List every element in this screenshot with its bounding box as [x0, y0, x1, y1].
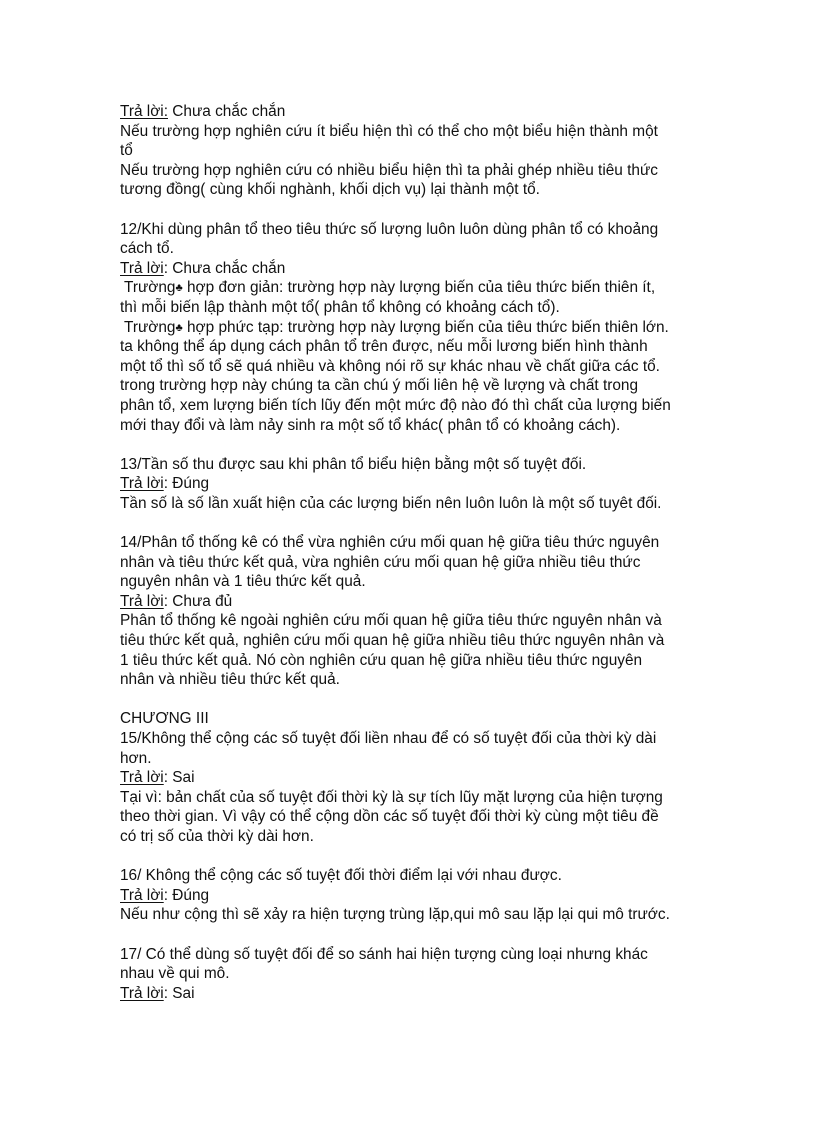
text-line — [120, 964, 720, 984]
line-text: nguyên nhân và 1 tiêu thức kết quả. — [120, 573, 366, 591]
text-line — [120, 141, 720, 161]
line-text: tiêu thức kết quả, nghiên cứu mối quan hệ giữa nhiều tiêu thức nguyên nhân và — [120, 632, 665, 650]
line-text: nhân và tiêu thức kết quả, vừa nghiên cứu mối quan hệ giữa nhiều tiêu thức — [120, 553, 641, 571]
paragraph-gap — [120, 690, 720, 710]
answer-label: Trả lời — [120, 769, 164, 787]
text-line — [120, 572, 720, 592]
line-text: : Sai — [163, 769, 195, 787]
line-text: 17/ Có thể dùng số tuyệt đối để so sánh hai hiện tượng cùng loại nhưng khác — [120, 945, 648, 963]
text-line — [120, 866, 720, 886]
text-line — [120, 376, 720, 396]
line-text: Nếu như cộng thì sẽ xảy ra hiện tượng trùng lặp,qui mô sau lặp lại qui mô trước. — [120, 906, 670, 924]
text-line — [120, 180, 720, 200]
text-line — [120, 709, 720, 729]
line-text: : Đúng — [163, 886, 210, 904]
text-line — [120, 239, 720, 259]
line-text: theo thời gian. Vì vậy có thể cộng dồn các số tuyệt đối thời kỳ cùng một tiêu đề — [120, 808, 659, 826]
paragraph-gap — [120, 513, 720, 533]
paragraph-gap — [120, 200, 720, 220]
paragraph-gap — [120, 435, 720, 455]
line-text: 16/ Không thể cộng các số tuyệt đối thời điểm lại với nhau được. — [120, 867, 562, 885]
answer-label: Trả lời — [120, 475, 164, 493]
text-line — [120, 220, 720, 240]
text-line — [120, 553, 720, 573]
text-line — [120, 416, 720, 436]
line-text: Nếu trường hợp nghiên cứu ít biểu hiện thì có thể cho một biểu hiện thành một — [120, 122, 658, 140]
text-line — [120, 298, 720, 318]
text-line — [120, 631, 720, 651]
line-text: Tần số là số lần xuất hiện của các lượng biến nên luôn luôn là một số tuyêt đối. — [120, 494, 662, 512]
text-line — [120, 670, 720, 690]
line-text: CHƯƠNG III — [120, 710, 209, 728]
line-text: cách tổ. — [120, 240, 174, 258]
line-text: 12/Khi dùng phân tổ theo tiêu thức số lượng luôn luôn dùng phân tổ có khoảng — [120, 220, 659, 238]
line-text: Nếu trường hợp nghiên cứu có nhiều biểu hiện thì ta phải ghép nhiều tiêu thức — [120, 161, 658, 179]
line-text: : Chưa chắc chắn — [163, 259, 286, 277]
line-text: 1 tiêu thức kết quả. Nó còn nghiên cứu quan hệ giữa nhiều tiêu thức nguyên — [120, 651, 643, 669]
line-prefix: Trường — [124, 318, 176, 336]
club-bullet-icon: ♣ — [175, 282, 183, 295]
answer-label: Trả lời — [120, 592, 164, 610]
line-text: hơn. — [120, 749, 152, 767]
text-line — [120, 768, 720, 788]
answer-label: Trả lời — [120, 259, 164, 277]
text-line — [120, 592, 720, 612]
answer-label: Trả lời — [120, 886, 164, 904]
line-text: mới thay đổi và làm nảy sinh ra một số tổ khác( phân tổ có khoảng cách). — [120, 416, 621, 434]
text-line — [120, 161, 720, 181]
line-text: hợp đơn giản: trường hợp này lượng biến của tiêu thức biến thiên ít, — [182, 279, 656, 297]
line-text: tổ — [120, 142, 133, 160]
line-text: thì mỗi biến lập thành một tổ( phân tổ không có khoảng cách tổ). — [120, 298, 560, 316]
line-text: một tổ thì số tổ sẽ quá nhiều và không nói rõ sự khác nhau về chất giữa các tổ. — [120, 357, 660, 375]
answer-label: Trả lời: — [120, 103, 168, 120]
text-line — [120, 357, 720, 377]
text-line — [120, 102, 720, 122]
text-line — [120, 611, 720, 631]
line-text: Tại vì: bản chất của số tuyệt đối thời kỳ là sự tích lũy mặt lượng của hiện tượng — [120, 788, 663, 806]
line-text: trong trường hợp này chúng ta cần chú ý mối liên hệ về lượng và chất trong — [120, 377, 639, 395]
text-line — [120, 318, 720, 338]
text-line — [120, 984, 720, 1004]
line-text: nhau về qui mô. — [120, 965, 230, 983]
text-line — [120, 474, 720, 494]
text-line — [120, 807, 720, 827]
line-text: : Đúng — [163, 475, 210, 493]
text-line — [120, 729, 720, 749]
text-line — [120, 651, 720, 671]
text-line — [120, 788, 720, 808]
line-text: Chưa chắc chắn — [168, 103, 286, 120]
text-line — [120, 455, 720, 475]
line-text: 14/Phân tổ thống kê có thể vừa nghiên cứu mối quan hệ giữa tiêu thức nguyên — [120, 534, 660, 552]
line-text: 15/Không thể cộng các số tuyệt đối liền nhau để có số tuyệt đối của thời kỳ dài — [120, 730, 657, 747]
text-line — [120, 827, 720, 847]
line-text: nhân và nhiều tiêu thức kết quả. — [120, 671, 340, 689]
line-prefix: Trường — [124, 279, 176, 297]
line-text: tương đồng( cùng khối nghành, khối dịch vụ) lại thành một tổ. — [120, 181, 540, 199]
document-body — [120, 102, 720, 1003]
line-text: có trị số của thời kỳ dài hơn. — [120, 827, 314, 845]
text-line — [120, 259, 720, 279]
answer-label: Trả lời — [120, 984, 164, 1002]
text-line — [120, 494, 720, 514]
paragraph-gap — [120, 847, 720, 867]
text-line — [120, 945, 720, 965]
text-line — [120, 749, 720, 769]
line-text: phân tổ, xem lượng biến tích lũy đến một mức độ nào đó thì chất của lượng biến — [120, 396, 671, 414]
line-text: Phân tổ thống kê ngoài nghiên cứu mối quan hệ giữa tiêu thức nguyên nhân và — [120, 612, 662, 630]
text-line — [120, 278, 720, 298]
line-text: : Chưa đủ — [163, 592, 233, 610]
line-text: hợp phức tạp: trường hợp này lượng biến của tiêu thức biến thiên lớn. — [182, 318, 669, 336]
text-line — [120, 122, 720, 142]
text-line — [120, 337, 720, 357]
text-line — [120, 886, 720, 906]
paragraph-gap — [120, 925, 720, 945]
line-text: ta không thể áp dụng cách phân tổ trên được, nếu mỗi lương biến hình thành — [120, 338, 648, 356]
club-bullet-icon: ♣ — [175, 321, 183, 334]
text-line — [120, 905, 720, 925]
line-text: 13/Tần số thu được sau khi phân tổ biểu hiện bằng một số tuyệt đối. — [120, 455, 587, 473]
text-line — [120, 396, 720, 416]
line-text: : Sai — [163, 984, 195, 1002]
text-line — [120, 533, 720, 553]
